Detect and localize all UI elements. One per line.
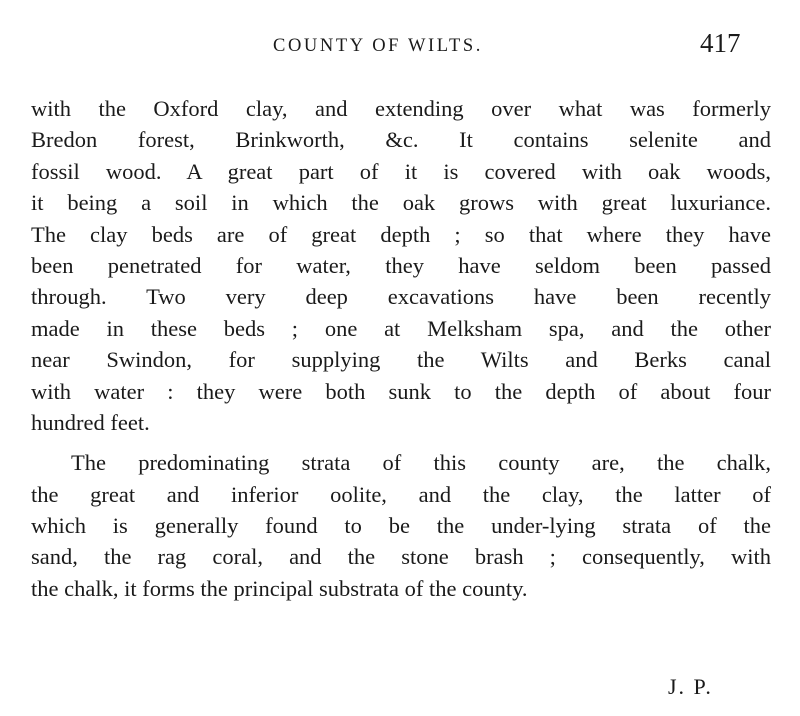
text-line: hundred feet. xyxy=(31,409,150,435)
running-head xyxy=(0,28,800,68)
paragraph-1 xyxy=(31,93,771,438)
text-line: which is generally found to be the under-lying strata of the xyxy=(31,513,771,539)
page-number: 417 xyxy=(700,28,741,58)
text-line: The predominating strata of this county are, the chalk, xyxy=(71,450,771,476)
text-line: Bredon forest, Brinkworth, &c. It contains selenite and xyxy=(31,127,771,153)
author-signature: J. P. xyxy=(668,674,713,699)
text-line: near Swindon, for supplying the Wilts and Berks canal xyxy=(31,347,771,373)
text-line: been penetrated for water, they have seldom been passed xyxy=(31,252,771,278)
text-line: sand, the rag coral, and the stone brash ; consequently, with xyxy=(31,544,771,570)
text-line: with water : they were both sunk to the depth of about four xyxy=(31,378,771,404)
text-line: with the Oxford clay, and extending over what was formerly xyxy=(31,96,771,121)
paragraph-2 xyxy=(31,447,771,604)
text-line: the chalk, it forms the principal substrata of the county. xyxy=(31,575,528,601)
text-line: the great and inferior oolite, and the clay, the latter of xyxy=(31,481,771,507)
text-line: made in these beds ; one at Melksham spa, and the other xyxy=(31,315,771,341)
text-line: through. Two very deep excavations have been recently xyxy=(31,284,771,310)
text-line: The clay beds are of great depth ; so that where they have xyxy=(31,221,771,247)
text-line: it being a soil in which the oak grows with great luxuriance. xyxy=(31,190,771,216)
running-title: COUNTY OF WILTS. xyxy=(273,36,483,56)
body-text xyxy=(31,93,771,604)
text-line: fossil wood. A great part of it is covered with oak woods, xyxy=(31,158,771,184)
